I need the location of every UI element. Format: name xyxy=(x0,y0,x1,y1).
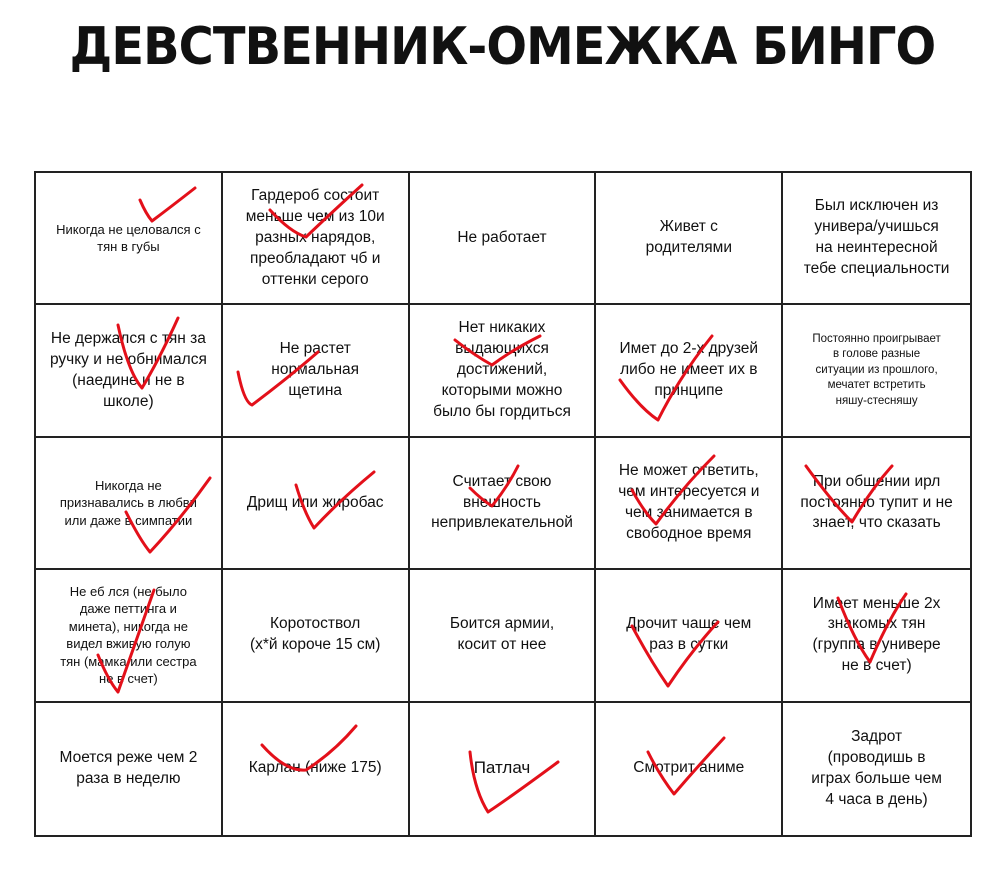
bingo-cell[interactable] xyxy=(783,438,970,570)
cell-text: Нет никаких выдающихся достижений, которыми можно было бы гордиться xyxy=(433,319,571,420)
bingo-cell[interactable] xyxy=(596,703,783,835)
bingo-cell[interactable] xyxy=(223,173,410,305)
cell-text: Коротоствол (х*й короче 15 см) xyxy=(249,615,381,654)
cell-text: Постоянно проигрывает в голове разные ситуации из прошлого, мечатет встретить няшу-стесняшу xyxy=(812,332,941,407)
bingo-cell[interactable] xyxy=(783,305,970,437)
cell-text: Не работает xyxy=(457,228,547,246)
cell-text: Смотрит аниме xyxy=(633,759,745,777)
cell-text: Не держался с тян за ручку и не обнимался (наедине и не в школе) xyxy=(49,329,207,410)
cell-text: Никогда не целовался с тян в губы xyxy=(56,221,201,255)
cell-text: Дрищ или жиробас xyxy=(246,493,384,511)
bingo-cell[interactable] xyxy=(223,703,410,835)
bingo-cell[interactable] xyxy=(36,703,223,835)
cell-text: Моется реже чем 2 раза в неделю xyxy=(59,748,198,787)
cell-text: Никогда не признавались в любви или даже в симпатии xyxy=(59,477,197,528)
cell-text: При общении ирл постоянно тупит и не знает, что сказать xyxy=(800,472,953,532)
cell-text: Был исключен из универа/учишься на неинтересной тебе специальности xyxy=(803,197,950,278)
bingo-cell[interactable] xyxy=(410,173,597,305)
bingo-cell[interactable] xyxy=(596,438,783,570)
cell-text: Боится армии, косит от нее xyxy=(449,615,555,654)
cell-text: Имеет меньше 2х знакомых тян (группа в универе не в счет) xyxy=(812,594,941,675)
bingo-cell[interactable] xyxy=(36,305,223,437)
cell-text: Считает свою внешность непривлекательной xyxy=(431,472,573,532)
cell-text: Не еб лся (не было даже петтинга и минета), никогда не видел вживую голую тян (мамка или сестра не в счет) xyxy=(60,583,197,687)
cell-text: Гардероб состоит меньше чем из 10и разных нарядов, преобладают чб и оттенки серого xyxy=(245,186,385,288)
bingo-cell[interactable] xyxy=(410,305,597,437)
bingo-cell[interactable] xyxy=(596,570,783,702)
bingo-cell[interactable] xyxy=(596,173,783,305)
bingo-cell[interactable] xyxy=(410,570,597,702)
bingo-cell[interactable] xyxy=(223,438,410,570)
cell-text: Не растет нормальная щетина xyxy=(271,340,360,400)
cell-text: Не может ответить, чем интересуется и чем занимается в свободное время xyxy=(618,462,760,542)
bingo-cell[interactable] xyxy=(36,438,223,570)
cell-text: Дрочит чаще чем раз в сутки xyxy=(626,615,752,654)
bingo-grid xyxy=(34,171,972,837)
cell-text: Имет до 2-х друзей либо не имеет их в принципе xyxy=(619,340,759,400)
bingo-cell[interactable] xyxy=(223,305,410,437)
bingo-cell[interactable] xyxy=(783,703,970,835)
cell-text: Патлач xyxy=(473,758,531,778)
bingo-cell[interactable] xyxy=(36,173,223,305)
bingo-cell[interactable] xyxy=(410,703,597,835)
bingo-cell[interactable] xyxy=(223,570,410,702)
bingo-cell[interactable] xyxy=(596,305,783,437)
bingo-cell[interactable] xyxy=(783,570,970,702)
bingo-cell[interactable] xyxy=(36,570,223,702)
cell-text: Живет с родителями xyxy=(645,218,732,257)
bingo-cell[interactable] xyxy=(410,438,597,570)
cell-text: Задрот (проводишь в играх больше чем 4 часа в день) xyxy=(811,727,942,808)
cell-text: Карлан (ниже 175) xyxy=(248,759,382,777)
page-title: ДЕВСТВЕННИК-ОМЕЖКА БИНГО xyxy=(69,17,936,77)
bingo-cell[interactable] xyxy=(783,173,970,305)
